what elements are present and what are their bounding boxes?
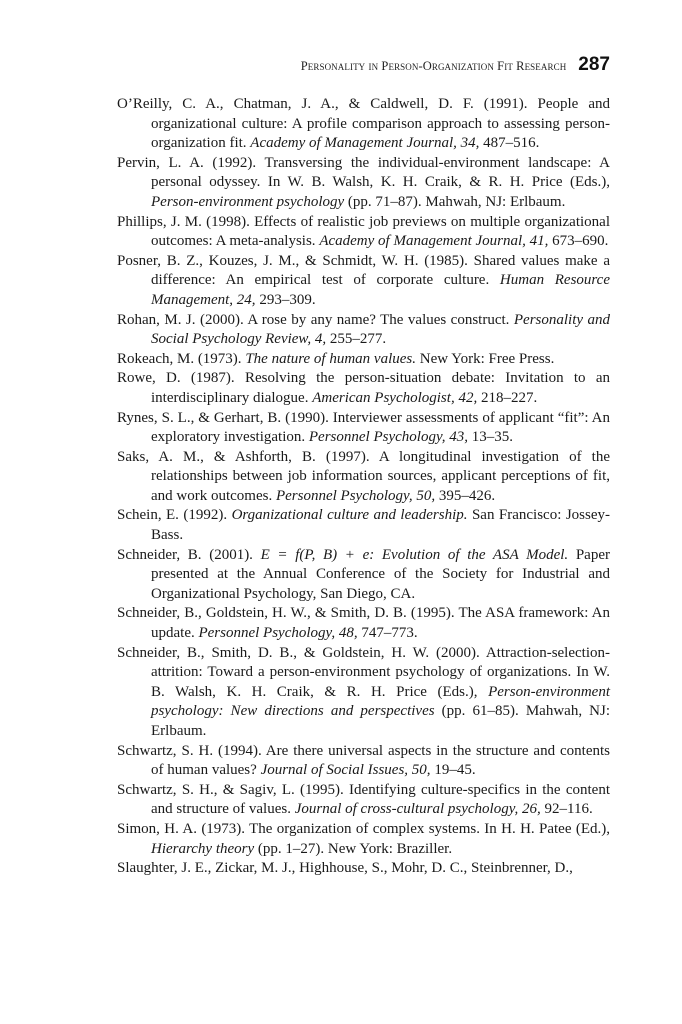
reference-text: Phillips, J. M. (1998). Effects of realistic job previews on multiple organizational outcomes: A meta-analysis. — [117, 213, 610, 250]
reference-text: Schneider, B. (2001). — [117, 546, 261, 563]
reference-text: Schwartz, S. H., & Sagiv, L. (1995). Identifying culture-specifics in the content and structure of values. — [117, 781, 610, 818]
reference-source: Organizational culture and leadership. — [231, 507, 468, 524]
reference-source: Academy of Management Journal, 41, — [319, 233, 549, 250]
reference-entry — [117, 781, 610, 820]
reference-source: Person-environment psychology — [151, 193, 345, 210]
reference-source: Personality and Social Psychology Review, 4, — [151, 311, 611, 348]
reference-pages: San Francisco: Jossey-Bass. — [151, 507, 610, 544]
reference-pages: 487–516. — [479, 135, 540, 152]
reference-entry — [117, 506, 610, 545]
reference-source: Hierarchy theory — [151, 840, 255, 857]
reference-text: Schneider, B., Goldstein, H. W., & Smith, D. B. (1995). The ASA framework: An update. — [117, 605, 610, 642]
reference-text: Schwartz, S. H. (1994). Are there universal aspects in the structure and contents of human values? — [117, 742, 610, 779]
reference-text: Posner, B. Z., Kouzes, J. M., & Schmidt, W. H. (1985). Shared values make a difference: An empirical test of corporate culture. — [117, 252, 610, 289]
reference-source: The nature of human values. — [245, 350, 416, 367]
reference-source: American Psychologist, 42, — [312, 389, 478, 406]
reference-entry — [117, 859, 610, 879]
reference-pages: (pp. 61–85). Mahwah, NJ: Erlbaum. — [151, 703, 610, 739]
reference-entry — [117, 369, 610, 408]
reference-text: Schein, E. (1992). — [117, 507, 232, 524]
reference-text: Simon, H. A. (1973). The organization of complex systems. In H. H. Patee (Ed.), — [117, 820, 610, 837]
reference-text: Slaughter, J. E., Zickar, M. J., Highhouse, S., Mohr, D. C., Steinbrenner, D., — [117, 860, 573, 877]
page-number: 287 — [578, 54, 610, 75]
running-head-title: Personality in Person-Organization Fit Research — [300, 59, 567, 73]
reference-text: Rowe, D. (1987). Resolving the person-situation debate: Invitation to an interdisciplinary dialogue. — [117, 370, 610, 406]
reference-entry — [117, 448, 610, 507]
reference-entry — [117, 644, 610, 742]
reference-pages: 13–35. — [468, 429, 514, 446]
reference-pages: New York: Free Press. — [416, 350, 555, 367]
reference-text: Rokeach, M. (1973). — [117, 350, 246, 367]
reference-pages: (pp. 1–27). New York: Braziller. — [254, 840, 453, 857]
reference-pages: 673–690. — [548, 233, 609, 250]
reference-entry — [117, 820, 610, 859]
reference-pages: 395–426. — [435, 487, 496, 504]
reference-source: Personnel Psychology, 48, — [198, 625, 358, 642]
reference-entry — [117, 154, 610, 213]
reference-source: Personnel Psychology, 50, — [275, 487, 436, 504]
reference-text: Schneider, B., Smith, D. B., & Goldstein, H. W. (2000). Attraction-selection-attrition: Toward a person-environment psychology of organizations. In W. B. Walsh, K. H. Craik, & R. H. Price (Eds.), — [117, 644, 610, 700]
running-head — [115, 54, 610, 78]
reference-source: Personnel Psychology, 43, — [308, 429, 469, 446]
reference-list — [117, 95, 610, 879]
reference-entry — [117, 742, 610, 781]
reference-source: Academy of Management Journal, 34, — [250, 135, 480, 152]
reference-pages: 92–116. — [540, 801, 593, 818]
reference-pages: 747–773. — [357, 625, 418, 642]
reference-entry — [117, 546, 610, 605]
reference-text: O’Reilly, C. A., Chatman, J. A., & Caldwell, D. F. (1991). People and organizational culture: A profile comparison approach to assessing person-organization fit. — [117, 96, 610, 152]
reference-pages: Paper presented at the Annual Conference of the Society for Industrial and Organizational Psychology, San Diego, CA. — [151, 546, 610, 602]
reference-entry — [117, 311, 610, 350]
reference-entry — [117, 604, 610, 643]
reference-pages: (pp. 71–87). Mahwah, NJ: Erlbaum. — [344, 193, 566, 210]
reference-source: Human Resource Management, 24, — [151, 272, 610, 308]
reference-entry — [117, 350, 610, 370]
reference-source: Journal of Social Issues, 50, — [260, 762, 431, 779]
reference-entry — [117, 95, 610, 154]
reference-pages: 293–309. — [255, 291, 316, 308]
reference-pages: 19–45. — [430, 762, 476, 779]
reference-source: Person-environment psychology: New directions and perspectives — [151, 683, 610, 720]
reference-text: Rynes, S. L., & Gerhart, B. (1990). Interviewer assessments of applicant “fit”: An exploratory investigation. — [117, 409, 610, 446]
reference-pages: 255–277. — [326, 331, 387, 348]
reference-entry — [117, 252, 610, 311]
reference-text: Saks, A. M., & Ashforth, B. (1997). A longitudinal investigation of the relationships between job information sources, applicant perceptions of fit, and work outcomes. — [117, 448, 610, 504]
reference-pages: 218–227. — [477, 389, 538, 406]
reference-entry — [117, 409, 610, 448]
reference-text: Pervin, L. A. (1992). Transversing the individual-environment landscape: A personal odyssey. In W. B. Walsh, K. H. Craik, & R. H. Price (Eds.), — [117, 154, 610, 191]
reference-source: E = f(P, B) + e: Evolution of the ASA Model. — [260, 546, 569, 563]
reference-entry — [117, 213, 610, 252]
reference-source: Journal of cross-cultural psychology, 26, — [294, 801, 541, 818]
reference-text: Rohan, M. J. (2000). A rose by any name? The values construct. — [117, 311, 514, 328]
